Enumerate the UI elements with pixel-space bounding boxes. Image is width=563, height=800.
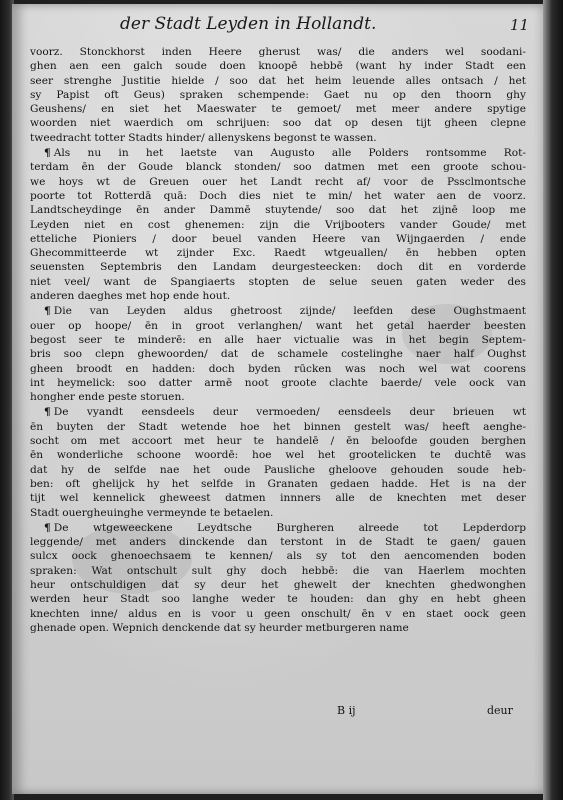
line-text: spraken: Wat ontschult sult ghy doch hebbē: die van Haerlem mochten [30,564,526,577]
line-text: we hoys wt de Greuen ouer het Landt recht af/ voor de Pssclmontsche [30,175,526,188]
line-text: dat hy de selfde nae het oude Pausliche gheloove gehouden soude heb- [30,463,526,476]
page-number: 11 [510,16,530,34]
text-line [30,232,526,246]
text-line [30,362,526,376]
line-text: knechten inne/ aldus en is voor u geen onschult/ ēn v en staet oock geen [30,607,526,620]
line-text: werden heur Stadt soo langhe weder te houden: dan ghy en hebt gheen [30,593,526,606]
pilcrow-icon: ¶ [44,305,51,318]
text-line [30,376,526,390]
line-text: De wtgeweeckene Leydtsche Burgheren alreede tot Lepderdorp [53,521,526,534]
text-line [30,333,526,347]
text-line [30,88,526,102]
line-text: sulcx oock ghenoechsaem te kennen/ als sy tot den aencomenden boden [30,550,526,563]
line-text: bris soo clepn ghewoorden/ dat de schamele costelinghe naer half Oughst [30,348,526,361]
line-text: terdam ēn der Goude blanck stonden/ soo datmen met een groote schou- [30,161,526,174]
text-line [30,607,526,621]
line-text: Landtscheydinge ēn ander Dammē stuytende/ soo dat het zijnē loop me [30,204,526,217]
running-head: der Stadt Leyden in Hollandt. [120,14,377,34]
line-text: heur ontschuldigen dat sy deur het ghewelt der knechten ghedwonghen [30,578,526,591]
line-text: ben: oft ghelijck hy het selfde in Granaten gedaen hadde. Het is na der [30,477,526,490]
text-line [30,246,526,260]
line-text: Ghecommitteerde wt zijnder Exc. Raedt wtgeuallen/ ēn hebben opten [30,247,526,260]
text-line [30,74,526,88]
text-line [30,564,526,578]
text-line [30,203,526,217]
text-line [30,463,526,477]
line-text: ouer op hoope/ ēn in groot verlanghen/ want het getal haerder beesten [30,319,526,332]
line-text: etteliche Pioniers / door beuel vanden Heere van Wijngaerden / ende [30,232,526,245]
line-text: tweedracht totter Stadts hinder/ allenyskens begonst te wassen. [30,131,377,144]
pilcrow-icon: ¶ [44,406,51,419]
line-text: hongher ende peste storuen. [30,391,185,404]
text-line [30,390,526,404]
line-text: socht om met accoort met heur te handelē / ēn beloofde gouden berghen [30,435,526,448]
text-line [30,218,526,232]
text-line [30,420,526,434]
line-text: poorte tot Rotterdā quā: Doch dies niet te min/ het water aen de voorz. [30,189,526,202]
text-line [30,116,526,130]
text-line [30,175,526,189]
line-text: woorden niet waerdich om schrijuen: soo dat op desen tijt gheen clepne [30,117,526,130]
line-text: ghenade open. Wepnich denckende dat sy heurder metburgeren name [30,621,409,634]
text-line [30,146,526,160]
line-text: tijt wel kennelick gheweest datmen innners alle de knechten met deser [30,492,526,505]
paragraph [30,304,526,404]
text-line [30,477,526,491]
text-line [30,319,526,333]
line-text: int heymelick: soo datter armē noot groote clachte baerde/ vele oock van [30,376,526,389]
line-text: Als nu in het laetste van Augusto alle Polders rontsomme Rot- [53,147,526,160]
text-line [30,621,526,635]
line-text: seuensten Septembris den Landam deurgesteecken: doch dit en vorderde [30,261,526,274]
line-text: ghen aen een galch soude doen knoopē hebbē (want hy inder Stadt een [30,60,526,73]
line-text: seer strenghe Justitie hielde / soo dat het heim leuende alles ontsach / het [30,74,526,87]
line-text: ēn wonderliche schoone woordē: hoe wel het grootelicken te duchtē was [30,449,526,462]
text-line [30,434,526,448]
text-line [30,102,526,116]
paragraph [30,45,526,145]
text-line [30,347,526,361]
line-text: Die van Leyden aldus ghetroost zijnde/ leefden dese Oughstmaent [53,305,526,318]
line-text: Geushens/ en siet het Maeswater te gemoet/ met meer andere spytige [30,103,526,116]
line-text: begost seer te minderē: en alle haer victualie was in het begin Septem- [30,333,526,346]
line-text: sy Papist oft Geus) spraken schempende: Gaet nu op den thoorn ghy [30,88,526,101]
pilcrow-icon: ¶ [44,147,51,160]
line-text: gheen broodt en hadden: doch byden rūcken was noch wel wat coorens [30,362,526,375]
paragraph [30,146,526,303]
line-text: ēn buyten der Stadt wetende hoe het binnen gestelt was/ heeft aenghe- [30,420,526,433]
text-line [30,131,526,145]
paragraph [30,405,526,519]
text-line [30,592,526,606]
catchword: deur [487,704,513,717]
text-line [30,59,526,73]
text-line [30,260,526,274]
line-text: voorz. Stonckhorst inden Heere gherust was/ die anders wel soodani- [30,46,526,58]
line-text: De vyandt eensdeels deur vermoeden/ eensdeels deur brieuen wt [53,406,526,419]
page-edge-shadow [543,0,563,800]
book-page [12,4,544,794]
pilcrow-icon: ¶ [44,521,51,534]
text-line [30,448,526,462]
signature-mark: B ij [337,704,356,717]
text-line [30,549,526,563]
text-line [30,578,526,592]
text-line [30,160,526,174]
paragraph [30,521,526,635]
text-line [30,289,526,303]
line-text: Stadt ouergheuinghe vermeynde te betaelen. [30,506,274,519]
text-line [30,304,526,318]
body-text [30,44,526,635]
text-line [30,189,526,203]
text-line [30,506,526,520]
text-line [30,491,526,505]
line-text: leggende/ met anders dinckende dan terstont in de Stadt te gaen/ gauen [30,536,526,549]
line-text: Leyden niet en cost ghenemen: zijn die Vrijbooters vander Goude/ met [30,218,526,231]
line-text: anderen daeghes met hop ende hout. [30,290,231,303]
text-line [30,45,526,59]
line-text: niet veel/ want de Spangiaerts stopten de selue seuen gaten weder des [30,275,526,288]
text-line [30,535,526,549]
text-line [30,521,526,535]
page-footer [12,704,544,724]
text-line [30,405,526,419]
text-line [30,275,526,289]
